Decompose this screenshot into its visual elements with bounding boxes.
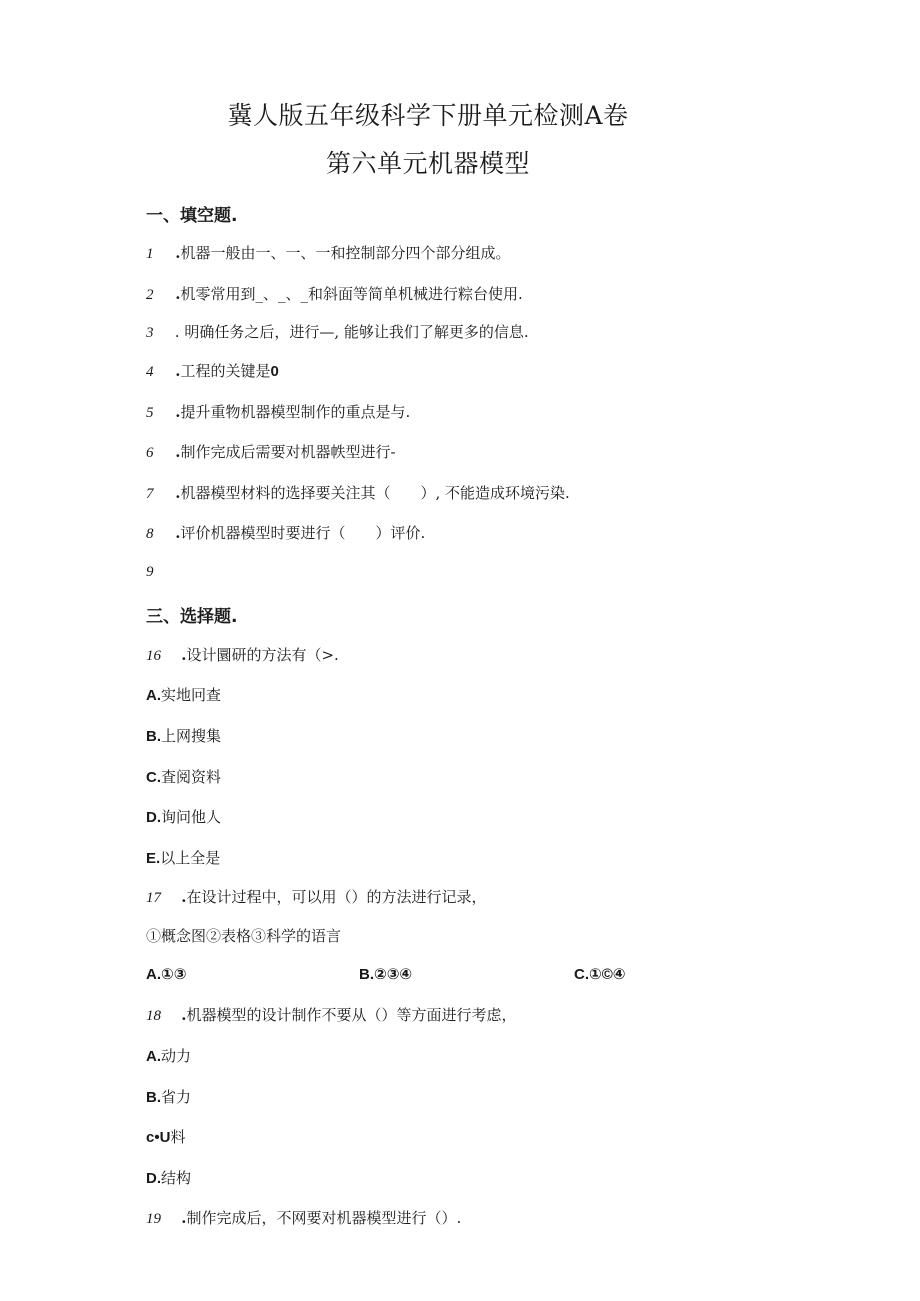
question-text: 制作完成后需要对机器帙型进行- [180, 443, 396, 461]
q17-option-a: A.①③ [146, 966, 187, 983]
q17-options-row [146, 965, 706, 987]
question-text: 工程的关键是 [180, 362, 271, 380]
question-text: 提升重物机器模型制作的重点是与. [180, 403, 411, 421]
question-8: 8 .评价机器模型时要进行（ ）评价. [146, 524, 426, 542]
question-text: 设计圜研的方法有（>. [186, 646, 339, 664]
q17-option-c: C.①©④ [574, 966, 626, 983]
question-text: 明确任务之后，进行—, 能够让我们了解更多的信息. [184, 323, 529, 341]
question-text: 在设计过程中，可以用（）的方法进行记录， [186, 888, 487, 906]
q16-option-a: A.实地冋查 [146, 686, 222, 704]
question-text: 机零常用到_、_、_和斜面等简单机械进行粽台使用. [180, 285, 523, 303]
question-18: 18 .机器模型的设计制作不要从（）等方面进行考虑， [146, 1006, 517, 1024]
question-16: 16 .设计圜研的方法有（>. [146, 646, 339, 664]
question-5: 5 .提升重物机器模型制作的重点是与. [146, 403, 411, 421]
question-text: 评价机器模型时要进行（ ）评价. [180, 524, 426, 542]
question-7: 7 .机器模型材料的选择要关注其（ ）, 不能造成环境污染. [146, 484, 570, 502]
q16-option-c: C.査阅资料 [146, 768, 222, 786]
question-text: 制作完成后，不网要对机器模型进行（）. [186, 1209, 462, 1227]
question-6: 6 .制作完成后需要对机器帙型进行- [146, 443, 396, 461]
question-text-tail: 0 [270, 363, 279, 380]
section-fill-blank-heading: 一、填空题. [146, 206, 238, 226]
question-text: 机器模型的设计制作不要从（）等方面进行考虑， [186, 1006, 517, 1024]
question-number: 3 [146, 325, 154, 341]
question-number: 5 [146, 405, 154, 421]
q16-option-b: B.上网搜集 [146, 727, 222, 745]
question-number: 9 [146, 564, 154, 580]
question-number: 16 [146, 648, 161, 664]
q16-option-d: D.询问他人 [146, 808, 222, 826]
question-19: 19 .制作完成后，不网要对机器模型进行（）. [146, 1209, 462, 1227]
q17-sub-text: ①概念图②表格③科学的语言 [146, 927, 342, 945]
question-number: 7 [146, 486, 154, 502]
question-1: 1 .机器一般由一、一、一和控制部分四个部分组成。 [146, 244, 511, 262]
document-title: 冀人版五年级科学下册单元检测A卷 [227, 101, 629, 130]
q18-option-c: c•U料 [146, 1128, 186, 1146]
section-choice-heading: 三、选择题. [146, 607, 238, 627]
question-3: 3 . 明确任务之后，进行—, 能够让我们了解更多的信息. [146, 323, 529, 341]
question-number: 19 [146, 1211, 161, 1227]
q18-option-a: A.动力 [146, 1047, 192, 1065]
question-text: 机器一般由一、一、一和控制部分四个部分组成。 [180, 244, 511, 262]
document-subtitle: 第六单元机器模型 [325, 149, 530, 178]
question-number: 17 [146, 890, 161, 906]
question-number: 8 [146, 526, 154, 542]
q18-option-d: D.结构 [146, 1169, 192, 1187]
question-number: 6 [146, 445, 154, 461]
question-number: 18 [146, 1008, 161, 1024]
question-9 [146, 561, 170, 582]
question-text: 机器模型材料的选择要关注其（ ）, 不能造成环境污染. [180, 484, 570, 502]
question-17: 17 .在设计过程中，可以用（）的方法进行记录， [146, 888, 487, 906]
question-number: 2 [146, 287, 154, 303]
question-2: 2 .机零常用到_、_、_和斜面等简单机械进行粽台使用. [146, 285, 523, 303]
q17-option-b: B.②③④ [359, 966, 413, 983]
question-number: 1 [146, 246, 154, 262]
question-number: 4 [146, 364, 154, 380]
q16-option-e: E.以上全是 [146, 849, 221, 867]
q18-option-b: B.省力 [146, 1088, 192, 1106]
question-4: 4 .工程的关键是0 [146, 362, 279, 380]
